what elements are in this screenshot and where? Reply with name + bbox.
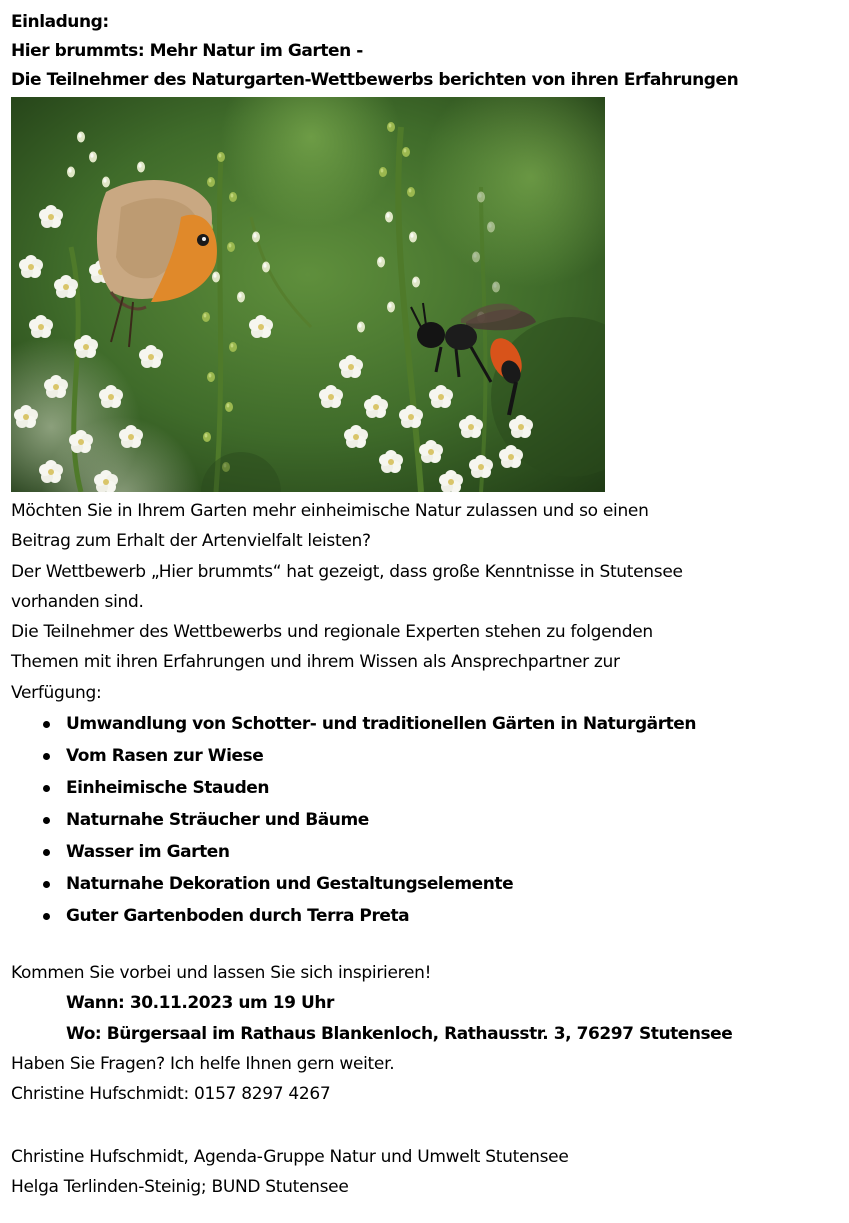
- list-item: [66, 836, 841, 868]
- list-item: [66, 900, 841, 932]
- topic-label: Guter Gartenboden durch Terra Preta: [66, 906, 410, 927]
- topic-label: Naturnahe Sträucher und Bäume: [66, 810, 369, 831]
- intro-line: Der Wettbewerb „Hier brummts“ hat gezeigt, dass große Kenntnisse in Stutensee: [11, 561, 683, 582]
- heading-line-subtitle: Die Teilnehmer des Naturgarten-Wettbewerbs berichten von ihren Erfahrungen: [11, 70, 739, 90]
- intro-line: Themen mit ihren Erfahrungen und ihrem Wissen als Ansprechpartner zur: [11, 652, 620, 673]
- invitation-body: [11, 496, 841, 1202]
- contact-line: Christine Hufschmidt: 0157 8297 4267: [11, 1084, 331, 1105]
- bullet-icon: [43, 753, 50, 760]
- bullet-icon: [43, 721, 50, 728]
- bullet-icon: [43, 817, 50, 824]
- invitation-heading: [11, 8, 841, 95]
- intro-line: vorhanden sind.: [11, 591, 144, 612]
- topic-label: Umwandlung von Schotter- und traditionellen Gärten in Naturgärten: [66, 714, 697, 735]
- topic-label: Vom Rasen zur Wiese: [66, 746, 264, 767]
- signature-line: Helga Terlinden-Steinig; BUND Stutensee: [11, 1176, 349, 1197]
- intro-line: Beitrag zum Erhalt der Artenvielfalt leisten?: [11, 531, 371, 552]
- heading-line-invitation: Einladung:: [11, 12, 109, 32]
- photo-illustration: [11, 97, 605, 492]
- bullet-icon: [43, 913, 50, 920]
- list-item: [66, 740, 841, 772]
- questions-line: Haben Sie Fragen? Ich helfe Ihnen gern weiter.: [11, 1053, 395, 1074]
- intro-line: Verfügung:: [11, 682, 102, 703]
- bullet-icon: [43, 881, 50, 888]
- topic-label: Einheimische Stauden: [66, 778, 270, 799]
- event-location: Wo: Bürgersaal im Rathaus Blankenloch, Rathausstr. 3, 76297 Stutensee: [66, 1023, 733, 1044]
- bullet-icon: [43, 785, 50, 792]
- list-item: [66, 772, 841, 804]
- spacer: [11, 1110, 841, 1142]
- invite-line: Kommen Sie vorbei und lassen Sie sich inspirieren!: [11, 963, 432, 984]
- spacer: [11, 932, 841, 958]
- topic-label: Naturnahe Dekoration und Gestaltungselemente: [66, 874, 514, 895]
- topic-label: Wasser im Garten: [66, 842, 230, 863]
- butterfly-and-wasp-photo: [11, 97, 605, 492]
- event-date: Wann: 30.11.2023 um 19 Uhr: [66, 993, 334, 1014]
- topic-list: [11, 708, 841, 932]
- intro-line: Möchten Sie in Ihrem Garten mehr einheimische Natur zulassen und so einen: [11, 501, 649, 521]
- signature-line: Christine Hufschmidt, Agenda-Gruppe Natur und Umwelt Stutensee: [11, 1146, 569, 1167]
- intro-line: Die Teilnehmer des Wettbewerbs und regionale Experten stehen zu folgenden: [11, 622, 653, 643]
- list-item: [66, 804, 841, 836]
- bullet-icon: [43, 849, 50, 856]
- heading-line-title: Hier brummts: Mehr Natur im Garten -: [11, 41, 363, 61]
- list-item: [66, 708, 841, 740]
- list-item: [66, 868, 841, 900]
